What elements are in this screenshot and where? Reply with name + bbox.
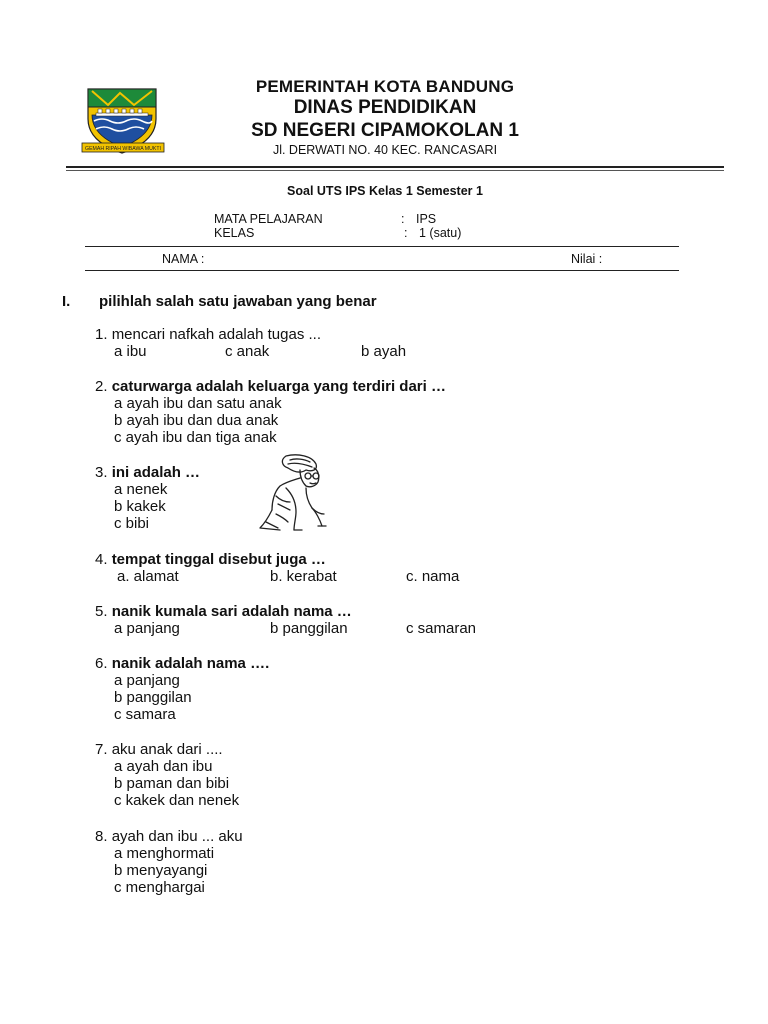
question-number: 8. — [95, 828, 108, 845]
score-label: Nilai : — [571, 252, 603, 266]
question-3 — [95, 464, 200, 532]
option-b[interactable]: b kakek — [114, 498, 166, 515]
subject-colon: : — [401, 212, 405, 226]
question-text: nanik kumala sari adalah nama … — [111, 603, 352, 620]
question-number: 2. — [95, 378, 108, 395]
option-c[interactable]: c ayah ibu dan tiga anak — [114, 429, 277, 446]
question-text: nanik adalah nama …. — [111, 655, 270, 672]
option-a[interactable]: a. alamat — [117, 568, 179, 585]
school-address: Jl. DERWATI NO. 40 KEC. RANCASARI — [272, 143, 498, 157]
question-text: tempat tinggal disebut juga … — [111, 551, 326, 568]
question-text: ayah dan ibu ... aku — [111, 828, 243, 845]
school-name: SD NEGERI CIPAMOKOLAN 1 — [251, 120, 519, 141]
option-a[interactable]: a ayah ibu dan satu anak — [114, 395, 282, 412]
option-a[interactable]: a panjang — [114, 672, 180, 689]
header-divider — [66, 166, 724, 168]
subject-label: MATA PELAJARAN — [214, 212, 323, 226]
question-5 — [95, 603, 477, 637]
question-number: 5. — [95, 603, 108, 620]
section-title: pilihlah salah satu jawaban yang benar — [99, 293, 377, 310]
question-text: caturwarga adalah keluarga yang terdiri dari … — [111, 378, 446, 395]
option-c[interactable]: c kakek dan nenek — [114, 792, 240, 809]
option-a[interactable]: a panjang — [114, 620, 180, 637]
logo-motto: GEMAH RIPAH WIBAWA MUKTI — [85, 146, 161, 152]
question-8 — [95, 828, 243, 896]
option-b[interactable]: b paman dan bibi — [114, 775, 230, 792]
option-a[interactable]: a nenek — [114, 481, 168, 498]
question-text: ini adalah … — [111, 464, 201, 481]
question-1 — [95, 326, 407, 360]
question-number: 7. — [95, 741, 108, 758]
name-box-top — [85, 246, 679, 247]
name-label: NAMA : — [162, 252, 205, 266]
option-a[interactable]: a ibu — [114, 343, 147, 360]
question-number: 4. — [95, 551, 108, 568]
option-b[interactable]: b. kerabat — [270, 568, 337, 585]
question-2 — [95, 378, 446, 446]
option-b[interactable]: b panggilan — [114, 689, 192, 706]
option-b[interactable]: b panggilan — [270, 620, 348, 637]
option-c[interactable]: c anak — [225, 343, 270, 360]
class-label: KELAS — [214, 226, 255, 240]
class-value: 1 (satu) — [419, 226, 462, 240]
subject-value: IPS — [416, 212, 437, 226]
option-b[interactable]: b ayah — [361, 343, 407, 360]
question-7 — [95, 741, 239, 809]
question-text: aku anak dari .... — [111, 741, 223, 758]
government-title: PEMERINTAH KOTA BANDUNG — [255, 77, 515, 96]
exam-title: Soal UTS IPS Kelas 1 Semester 1 — [287, 184, 483, 198]
option-a[interactable]: a ayah dan ibu — [114, 758, 213, 775]
option-b[interactable]: b ayah ibu dan dua anak — [114, 412, 279, 429]
question-number: 6. — [95, 655, 108, 672]
header-divider-thin — [66, 170, 724, 171]
question-6 — [95, 655, 269, 723]
question-number: 1. — [95, 326, 108, 343]
option-c[interactable]: c menghargai — [114, 879, 205, 896]
option-c[interactable]: c bibi — [114, 515, 150, 532]
option-c[interactable]: c samara — [114, 706, 176, 723]
option-c[interactable]: c. nama — [406, 568, 460, 585]
option-a[interactable]: a menghormati — [114, 845, 215, 862]
question-4 — [95, 551, 460, 585]
question-text: mencari nafkah adalah tugas ... — [111, 326, 321, 343]
grandmother-illustration — [246, 452, 330, 534]
option-b[interactable]: b menyayangi — [114, 862, 208, 879]
option-c[interactable]: c samaran — [406, 620, 477, 637]
class-colon: : — [404, 226, 408, 240]
office-title: DINAS PENDIDIKAN — [293, 97, 477, 118]
name-box-bottom — [85, 270, 679, 271]
question-number: 3. — [95, 464, 108, 481]
section-number: I. — [62, 293, 71, 310]
